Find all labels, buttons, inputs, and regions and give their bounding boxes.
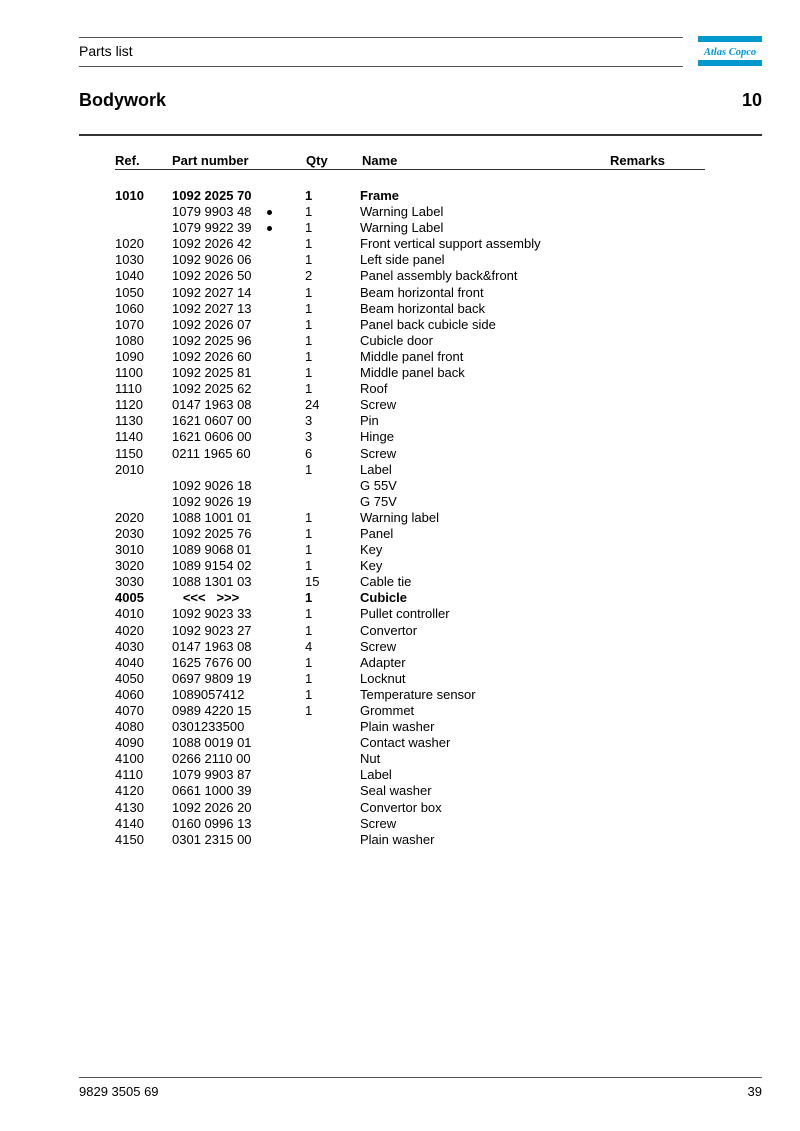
section-title: Bodywork [79,90,167,110]
table-row [115,446,600,462]
row-qty: 1 [305,525,313,541]
row-ref: 4050 [115,670,144,686]
row-marker [266,494,305,510]
row-part-number: 1089 9068 01 [172,542,252,558]
row-marker [266,800,305,816]
row-qty: 24 [305,397,320,413]
row-ref: 2030 [115,525,144,541]
row-ref: 1120 [115,397,143,413]
row-marker [266,816,305,832]
row-ref: 4080 [115,719,144,735]
table-row [115,735,600,751]
row-ref: 1010 [115,188,144,203]
row-part-number: 1089 9154 02 [172,558,252,574]
row-part-number: 1625 7676 00 [172,654,252,670]
row-name: G 55V [360,477,397,493]
row-marker [266,462,305,478]
table-row [115,719,600,735]
row-ref: 2020 [115,509,144,525]
row-qty: 1 [305,252,313,268]
table-row [115,703,600,719]
table-row [115,767,600,783]
row-marker [266,574,305,590]
row-name: Screw [360,397,397,413]
logo-text: Atlas Copco [703,47,757,58]
row-part-number: 1088 0019 01 [172,735,252,751]
row-ref [115,220,172,236]
row-name: Grommet [360,703,415,718]
row-qty: 1 [305,316,313,332]
row-name: Cable tie [360,574,412,590]
row-part-number: 1092 9026 18 [172,477,252,493]
table-row [115,623,600,639]
row-part-number: 0301 2315 00 [172,831,252,847]
table-row [115,397,600,413]
row-name: Pullet controller [360,606,450,622]
row-marker [266,590,305,606]
row-qty: 1 [305,348,313,364]
row-name: Screw [360,815,397,831]
row-ref: 1060 [115,300,144,316]
row-ref: 3020 [115,558,144,574]
row-name: G 75V [360,493,397,509]
row-part-number: 1079 9903 87 [172,767,252,783]
row-name: Warning Label [360,204,444,220]
row-part-number: 1621 0606 00 [172,429,252,445]
row-part-number: 1092 2025 96 [172,332,252,348]
row-part-number: 1092 9023 27 [172,622,252,638]
row-marker [266,735,305,751]
table-row [115,639,600,655]
table-row [115,381,600,397]
row-name: Left side panel [360,252,445,268]
row-qty: 1 [305,590,313,606]
row-marker [266,751,305,767]
row-ref: 1100 [115,365,143,381]
row-marker [266,558,305,574]
row-name: Label [360,461,392,477]
row-part-number: 1089057412 [172,686,245,702]
row-ref: 4040 [115,654,144,670]
row-part-number: 0147 1963 08 [172,638,252,654]
row-part-number: 1079 9922 39 [172,220,252,236]
row-name: Cubicle door [360,332,433,348]
table-row [115,832,600,848]
row-ref: 3030 [115,574,144,590]
row-marker [266,446,305,462]
table-row [115,558,600,574]
row-ref: 2010 [115,461,144,477]
row-name: Convertor [360,622,418,638]
row-ref: 4120 [115,783,144,799]
row-qty: 1 [305,381,313,397]
row-name: Roof [360,381,388,397]
row-qty [305,832,360,848]
row-part-number: 1092 2025 62 [172,381,252,397]
row-part-number: 1088 1301 03 [172,574,252,590]
row-ref: 1020 [115,236,144,252]
row-marker [266,365,305,381]
table-row [115,478,600,494]
row-marker [266,542,305,558]
row-marker [266,510,305,526]
row-part-number: 0160 0996 13 [172,815,252,831]
table-row [115,687,600,703]
row-part-number: 0301233500 [172,719,245,735]
row-marker [266,236,305,252]
row-marker [266,832,305,848]
row-part-number: 1088 1001 01 [172,509,252,525]
row-marker [266,703,305,719]
row-qty: 1 [305,284,313,300]
row-ref: 1140 [115,429,143,445]
footer-document-number: 9829 3505 69 [79,1084,159,1099]
row-name: Pin [360,413,379,429]
row-qty: 1 [305,188,313,203]
bullet-marker-icon [267,226,272,231]
row-ref: 1030 [115,252,144,268]
row-name: Panel [360,525,394,541]
row-marker [266,639,305,655]
row-qty: 1 [305,622,313,638]
row-part-number: 1092 9023 33 [172,606,252,622]
row-part-number: 0211 1965 60 [172,445,251,461]
row-part-number: 1092 2026 20 [172,799,252,815]
parts-table-body [115,188,600,848]
row-part-number: 1079 9903 48 [172,204,252,220]
row-marker [266,397,305,413]
header-bottom-rule [79,66,683,67]
table-row [115,606,600,622]
table-row [115,252,600,268]
row-qty: 3 [305,413,313,429]
row-ref: 1070 [115,316,144,332]
table-row [115,188,600,204]
table-row [115,268,600,284]
row-part-number: 0661 1000 39 [172,783,252,799]
row-qty [305,800,360,816]
row-qty: 1 [305,558,313,574]
table-row [115,220,600,236]
row-name: Beam horizontal front [360,284,484,300]
table-row [115,236,600,252]
table-row [115,301,600,317]
row-ref: 1090 [115,348,144,364]
row-name: Middle panel front [360,348,464,364]
row-name: Screw [360,638,397,654]
table-row [115,317,600,333]
row-name: Warning Label [360,220,444,236]
row-ref: 4150 [115,831,144,847]
row-ref: 1040 [115,268,144,284]
row-part-number: 1092 2025 76 [172,525,252,541]
row-qty: 1 [305,686,313,702]
row-name: Adapter [360,654,406,670]
row-marker [266,204,305,220]
row-qty: 6 [305,445,313,461]
row-marker [266,268,305,284]
parts-table [115,188,600,848]
row-ref: 4005 [115,590,144,606]
header-title: Parts list [79,43,133,59]
table-row [115,349,600,365]
row-marker [266,349,305,365]
row-qty: 1 [305,204,313,220]
row-ref: 1050 [115,284,144,300]
row-qty: 1 [305,220,313,236]
footer-page-number: 39 [747,1084,762,1099]
row-qty [305,735,360,751]
row-qty: 1 [305,236,313,252]
row-part-number [172,462,266,478]
table-row [115,751,600,767]
row-qty: 4 [305,638,313,654]
row-qty: 15 [305,574,320,590]
table-row [115,783,600,799]
row-part-number: 1092 2025 81 [172,365,252,381]
row-name: Key [360,542,383,558]
row-ref: 4070 [115,703,144,718]
row-name: Frame [360,188,400,203]
row-name: Label [360,767,392,783]
row-part-number: 0989 4220 15 [172,703,252,718]
column-header-qty: Qty [306,153,328,168]
row-ref [115,494,172,510]
row-qty: 1 [305,670,313,686]
row-part-number: 1092 2025 70 [172,188,252,203]
row-name: Screw [360,445,397,461]
table-row [115,494,600,510]
table-row [115,816,600,832]
row-name: Key [360,558,383,574]
row-qty [305,783,360,799]
row-part-number: 0266 2110 00 [172,751,251,767]
row-marker [266,413,305,429]
row-name: Panel back cubicle side [360,316,496,332]
row-ref: 4140 [115,815,144,831]
row-ref: 4130 [115,799,144,815]
row-marker [266,285,305,301]
table-row [115,574,600,590]
table-row [115,285,600,301]
table-row [115,800,600,816]
row-qty: 2 [305,268,313,284]
row-qty [305,478,360,494]
row-ref: 1080 [115,332,144,348]
row-name: Beam horizontal back [360,300,486,316]
column-header-part-number: Part number [172,153,249,168]
row-marker [266,671,305,687]
row-ref [115,478,172,494]
row-qty [305,719,360,735]
footer-rule [79,1077,762,1078]
row-name: Plain washer [360,831,435,847]
column-header-ref: Ref. [115,153,140,168]
row-name: Nut [360,751,381,767]
row-qty: 1 [305,703,313,718]
row-ref: 4100 [115,751,144,767]
row-marker [266,478,305,494]
row-part-number: 0697 9809 19 [172,670,252,686]
row-marker [266,188,305,204]
row-ref: 4020 [115,622,144,638]
row-part-number: 1092 2026 42 [172,236,252,252]
row-part-number: 1092 2027 14 [172,284,252,300]
row-ref: 4010 [115,606,144,622]
row-marker [266,687,305,703]
row-name: Contact washer [360,735,451,751]
row-name: Locknut [360,670,406,686]
table-row [115,510,600,526]
row-qty: 1 [305,461,313,477]
row-name: Cubicle [360,590,407,606]
row-marker [266,381,305,397]
row-ref: 1150 [115,445,143,461]
table-row [115,204,600,220]
row-name: Middle panel back [360,365,465,381]
row-name: Temperature sensor [360,686,476,702]
row-marker [266,719,305,735]
row-name: Panel assembly back&front [360,268,518,284]
row-ref [115,204,172,220]
row-marker [266,333,305,349]
table-row [115,365,600,381]
table-row [115,333,600,349]
row-qty: 1 [305,332,313,348]
row-part-number: 1092 2026 60 [172,348,252,364]
row-marker [266,317,305,333]
section-number: 10 [741,90,762,110]
column-header-rule [115,169,705,170]
row-part-number: 1092 2026 07 [172,316,252,332]
table-row [115,671,600,687]
row-marker [266,606,305,622]
row-ref: 3010 [115,542,144,558]
row-part-number: 1092 2027 13 [172,300,252,316]
row-qty [305,767,360,783]
row-part-number: 1621 0607 00 [172,413,252,429]
row-ref: 4090 [115,735,144,751]
row-marker [266,429,305,445]
table-row [115,655,600,671]
table-row [115,542,600,558]
row-name: Warning label [360,509,440,525]
row-qty [305,816,360,832]
row-part-number: 1092 9026 06 [172,252,252,268]
bullet-marker-icon [267,210,272,215]
row-name: Hinge [360,429,394,445]
row-marker [266,252,305,268]
row-ref: 4110 [115,767,143,783]
row-qty: 1 [305,542,313,558]
table-row [115,526,600,542]
row-qty: 3 [305,429,313,445]
row-ref: 4060 [115,686,144,702]
table-row [115,590,600,606]
row-name: Convertor box [360,799,442,815]
row-part-number: 0147 1963 08 [172,397,252,413]
row-qty: 1 [305,365,313,381]
row-name: Front vertical support assembly [360,236,541,252]
atlas-copco-logo [698,36,762,66]
row-ref: 1110 [115,381,142,397]
row-part-number: 1092 9026 19 [172,493,252,509]
column-header-name: Name [362,153,398,168]
row-part-number: 1092 2026 50 [172,268,252,284]
column-header-remarks: Remarks [610,153,665,168]
row-part-number: <<< >>> [172,590,240,606]
table-row [115,429,600,445]
row-marker [266,623,305,639]
row-marker [266,783,305,799]
table-row [115,413,600,429]
row-name: Plain washer [360,719,435,735]
row-qty [305,751,360,767]
row-qty [305,494,360,510]
row-name: Seal washer [360,783,432,799]
row-ref: 1130 [115,413,143,429]
row-marker [266,220,305,236]
row-marker [266,301,305,317]
row-qty: 1 [305,606,313,622]
row-marker [266,655,305,671]
header-top-rule [79,37,683,38]
table-row [115,462,600,478]
row-marker [266,526,305,542]
row-marker [266,767,305,783]
row-ref: 4030 [115,638,144,654]
row-qty: 1 [305,654,313,670]
section-rule [79,134,762,136]
row-qty: 1 [305,509,313,525]
row-qty: 1 [305,300,313,316]
